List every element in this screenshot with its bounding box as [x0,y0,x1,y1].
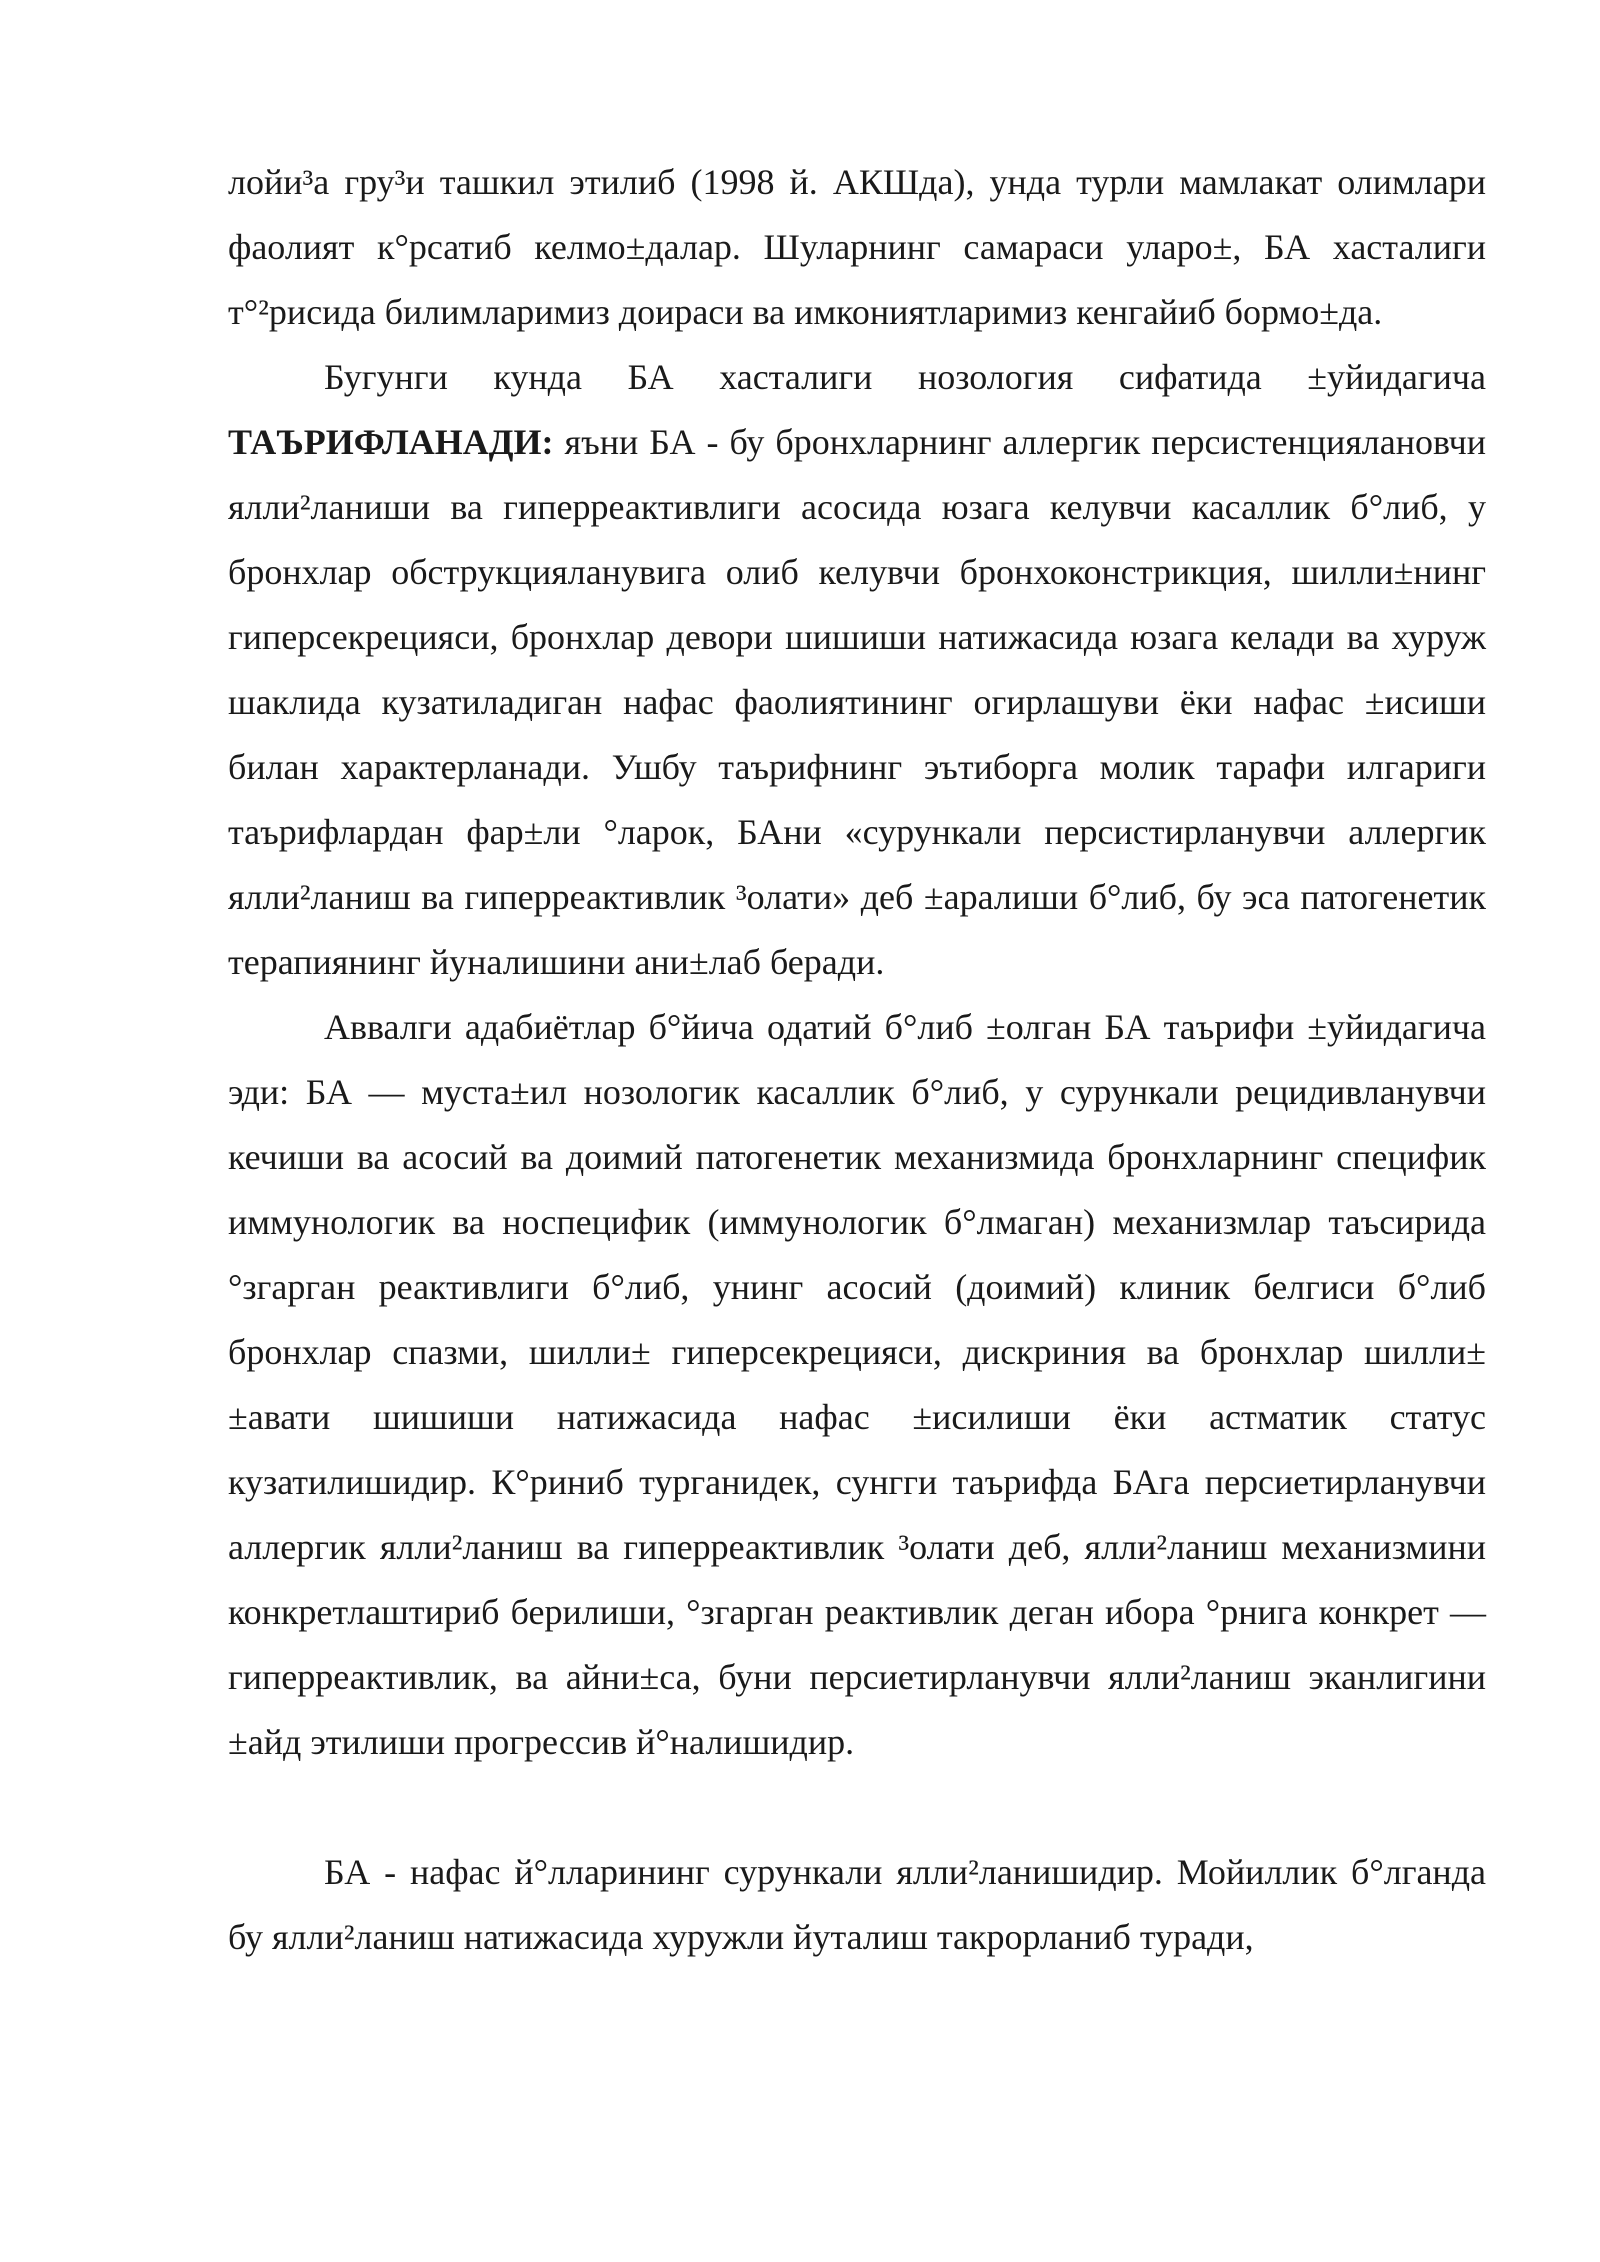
paragraph-spacer [228,1775,1486,1840]
paragraph-chronic-inflammation: БА - нафас й°лларининг сурункали ялли²ланишидир. Мойиллик б°лганда бу ялли²ланиш натижасида хуружли йуталиш такрорланиб туради, [228,1852,1486,1957]
paragraph-continuation: лойи³а гру³и ташкил этилиб (1998 й. АКШда), унда турли мамлакат олимлари фаолият к°рсатиб келмо±далар. Шуларнинг самараси уларо±, БА хасталиги т°²рисида билимларимиз доираси ва имкониятларимиз кенгайиб бормо±да. [228,162,1486,332]
document-body [228,150,1486,1970]
definition-lead-text: Бугунги кунда БА хасталиги нозология сифатида ±уйидагича [324,357,1486,397]
definition-bold-term: ТАЪРИФЛАНАДИ: [228,422,554,462]
paragraph-definition [228,345,1486,995]
definition-rest-text: яъни БА - бу бронхларнинг аллергик персистенциялановчи ялли²ланиши ва гиперреактивлиги асосида юзага келувчи касаллик б°либ, у бронхлар обструкцияланувига олиб келувчи бронхоконстрикция, шилли±нинг гиперсекрецияси, бронхлар девори шишиши натижасида юзага келади ва хуруж шаклида кузатиладиган нафас фаолиятининг огирлашуви ёки нафас ±исиши билан характерланади. Ушбу таърифнинг эътиборга молик тарафи илгариги таърифлардан фар±ли °ларок, БАни «сурункали персистирланувчи аллергик ялли²ланиш ва гиперреактивлик ³олати» деб ±аралиши б°либ, бу эса патогенетик терапиянинг йуналишини ани±лаб беради. [228,422,1486,982]
paragraph-earlier-definition: Аввалги адабиётлар б°йича одатий б°либ ±олган БА таърифи ±уйидагича эди: БА — муста±ил нозологик касаллик б°либ, у сурункали рецидивланувчи кечиши ва асосий ва доимий патогенетик механизмида бронхларнинг специфик иммунологик ва носпецифик (иммунологик б°лмаган) механизмлар таъсирида °згарган реактивлиги б°либ, унинг асосий (доимий) клиник белгиси б°либ бронхлар спазми, шилли± гиперсекрецияси, дискриния ва бронхлар шилли± ±авати шишиши натижасида нафас ±исилиши ёки астматик статус кузатилишидир. К°риниб турганидек, сунгги таърифда БАга персиетирланувчи аллергик ялли²ланиш ва гиперреактивлик ³олати деб, ялли²ланиш механизмини конкретлаштириб берилиши, °згарган реактивлик деган ибора °рнига конкрет — гиперреактивлик, ва айни±са, буни персиетирланувчи ялли²ланиш эканлигини ±айд этилиши прогрессив й°налишидир. [228,1007,1486,1762]
